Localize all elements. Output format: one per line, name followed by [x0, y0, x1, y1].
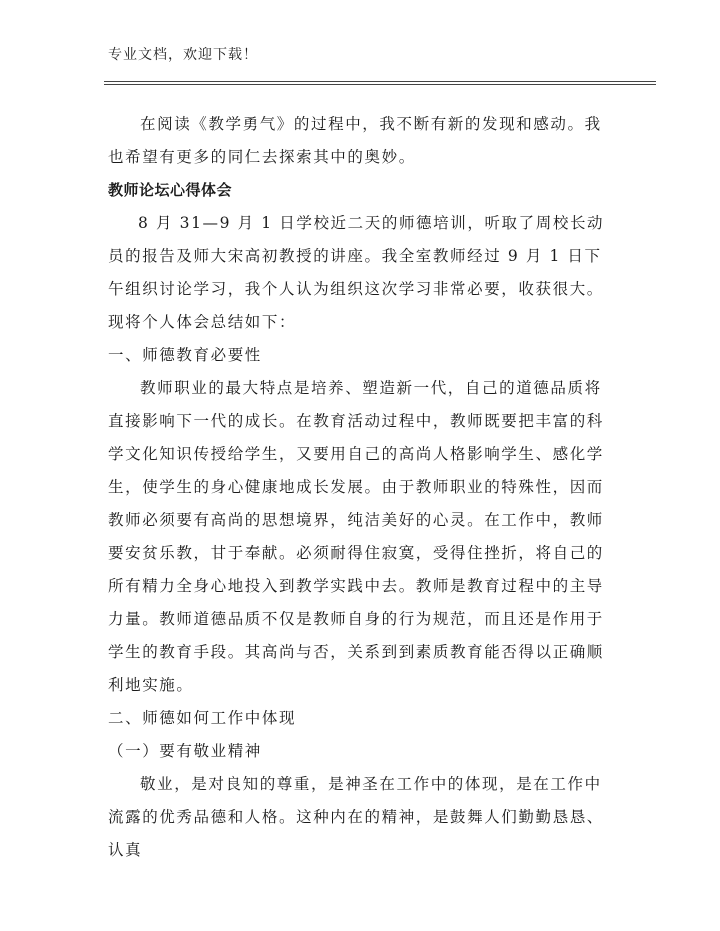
subheading-dedication: （一）要有敬业精神: [108, 742, 262, 760]
document-body: [108, 108, 612, 867]
intro-paragraph: 在阅读《教学勇气》的过程中，我不断有新的发现和感动。我也希望有更多的同仁去探索其中的奥妙。: [108, 115, 602, 166]
header-rule-bottom: [104, 84, 656, 85]
header-rule-top: [104, 81, 656, 82]
header-note: 专业文档，欢迎下载！: [108, 47, 258, 63]
paragraph-dedication: 敬业，是对良知的尊重，是神圣在工作中的体现，是在工作中流露的优秀品德和人格。这种内在的精神，是鼓舞人们勤勤恳恳、认真: [108, 775, 604, 859]
section-title: 教师论坛心得体会: [108, 181, 233, 199]
heading-practice: 二、师德如何工作中体现: [108, 709, 297, 727]
paragraph-training: 8 月 31—9 月 1 日学校近二天的师德培训，听取了周校长动员的报告及师大宋高初教授的讲座。我全室教师经过 9 月 1 日下午组织讨论学习，我个人认为组织这次学习非常必要，收获很大。现将个人体会总结如下：: [108, 214, 605, 331]
heading-necessity: 一、师德教育必要性: [108, 346, 262, 364]
paragraph-necessity: 教师职业的最大特点是培养、塑造新一代，自己的道德品质将直接影响下一代的成长。在教育活动过程中，教师既要把丰富的科学文化知识传授给学生，又要用自己的高尚人格影响学生、感化学生，使学生的身心健康地成长发展。由于教师职业的特殊性，因而教师必须要有高尚的思想境界，纯洁美好的心灵。在工作中，教师要安贫乐教，甘于奉献。必须耐得住寂寞，受得住挫折，将自己的所有精力全身心地投入到教学实践中去。教师是教育过程中的主导力量。教师道德品质不仅是教师自身的行为规范，而且还是作用于学生的教育手段。其高尚与否，关系到到素质教育能否得以正确顺利地实施。: [108, 379, 604, 694]
